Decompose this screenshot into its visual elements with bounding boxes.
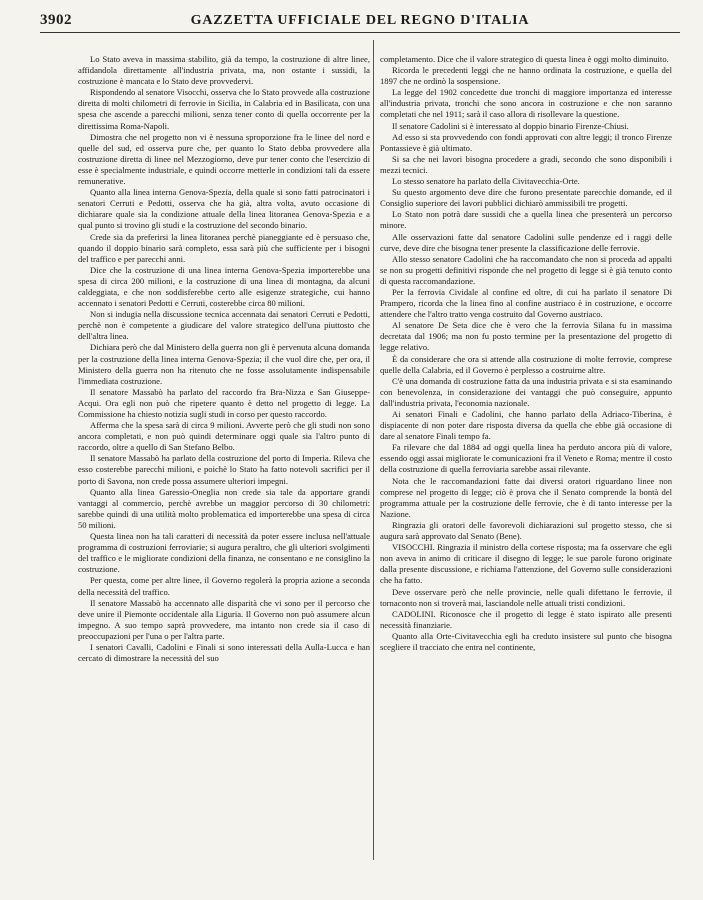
paragraph: Il senatore Massabò ha accennato alle disparità che vi sono per il percorso che deve unire il Piemonte occidentale alla Liguria. Il Governo non può assumere alcun impegno. A suo tempo saprà provvedere, ma intanto non crede sia il caso di preoccupazioni per l'una o per l'altra parte. bbox=[78, 597, 370, 641]
paragraph: Si sa che nei lavori bisogna procedere a gradi, secondo che sono disponibili i mezzi tecnici. bbox=[380, 153, 672, 175]
newspaper-title: GAZZETTA UFFICIALE DEL REGNO D'ITALIA bbox=[190, 13, 530, 28]
paragraph: Su questo argomento deve dire che furono presentate parecchie domande, ed il Consiglio superiore dei lavori pubblici dichiarò ammissibili tre progetti. bbox=[380, 187, 672, 209]
paragraph: Ringrazia gli oratori delle favorevoli dichiarazioni sul progetto stesso, che si augura sarà approvato dal Senato (Bene). bbox=[380, 519, 672, 542]
paragraph: Quanto alla Orte-Civitavecchia egli ha creduto insistere sul punto che bisogna scegliere il tracciato che entra nel continente, bbox=[380, 630, 672, 652]
paragraph: Alle osservazioni fatte dal senatore Cadolini sulle pendenze ed i raggi delle curve, deve dire che bisogna tener presente la classificazione delle ferrovie. bbox=[380, 231, 672, 253]
paragraph: Al senatore De Seta dice che è vero che la ferrovia Silana fu in massima decretata dal 1906; ma non fu posto termine per la presentazione del progetto di legge relativo. bbox=[380, 320, 672, 353]
paragraph: Dichiara però che dal Ministero della guerra non gli è pervenuta alcuna domanda per la costruzione della linea interna Genova-Spezia; il che vuol dire che, per ora, il Ministero della guerra non ha ritenuto che ne fosse assolutamente indispensabile l'immediata costruzione. bbox=[78, 342, 370, 386]
paragraph: Questa linea non ha tali caratteri di necessità da poter essere inclusa nell'attuale programma di costruzioni ferroviarie; si augura peraltro, che gli ulteriori svolgimenti del traffico e le migliorate condizioni della finanza, ne consentano e ne consiglino la costruzione. bbox=[78, 531, 370, 575]
paragraph: Afferma che la spesa sarà di circa 9 milioni. Avverte però che gli studi non sono ancora completati, e non può quindi determinare oggi quale sia l'altro punto di raccordo, oltre a quello di San Stefano Belbo. bbox=[78, 420, 370, 453]
paragraph: Per la ferrovia Cividale al confine ed oltre, di cui ha parlato il senatore Di Prampero, ricorda che la linea fino al confine austriaco è in costruzione, e occorre attendere che l'altro tratto venga costruito dal Governo austriaco. bbox=[380, 286, 672, 320]
page-header bbox=[40, 10, 680, 33]
paragraph: VISOCCHI. Ringrazia il ministro della cortese risposta; ma fa osservare che egli non aveva in animo di criticare il disegno di legge; le sue parole furono originate dalla presente discussione, e richiama l'attenzione, del Governo sulle considerazioni che ha fatto. bbox=[380, 542, 672, 586]
paragraph: I senatori Cavalli, Cadolini e Finali si sono interessati della Aulla-Lucca e han cercato di dimostrare la necessità del suo bbox=[78, 641, 370, 664]
paragraph: Non si indugia nella discussione tecnica accennata dai senatori Cerruti e Pedotti, perchè non è competente a giudicare del valore strategico dell'una piuttosto che dell'altra linea. bbox=[78, 309, 370, 342]
paragraph: Dimostra che nel progetto non vi è nessuna sproporzione fra le linee del nord e quelle del sud, ed osserva pure che, per quanto lo Stato debba provvedere alla costruzione diretta di linee nel Mezzogiorno, deve pur tener conto che l'esercizio di esse è specialmente industriale, e quindi occorre metterle in condizioni tali da essere remunerative. bbox=[78, 131, 370, 187]
paragraph: Il senatore Massabò ha parlato del raccordo fra Bra-Nizza e San Giuseppe-Acqui. Ora egli non può che ripetere quanto è detto nel progetto di legge. La Commissione ha chiesto notizia sugli studi in corso per questo raccordo. bbox=[78, 386, 370, 419]
paragraph: Nota che le raccomandazioni fatte dai diversi oratori riguardano linee non comprese nel progetto di legge; ciò è prova che il Senato comprende la bontà del programma attuale per la costruzione delle ferrovie, che è di tanto interesse per la Nazione. bbox=[380, 475, 672, 519]
paragraph: Quanto alla linea interna Genova-Spezia, della quale si sono fatti patrocinatori i senatori Cerruti e Pedotti, osserva che ha già, altra volta, avuto occasione di dichiarare quale sia la condizione attuale della linea litoranea Genova-Spezia e a qual punto si trovino gli studi e la costruzione del secondo binario. bbox=[78, 187, 370, 231]
paragraph: Deve osservare però che nelle provincie, nelle quali difettano le ferrovie, il tornaconto non si troverà mai, lasciandole nelle attuali tristi condizioni. bbox=[380, 586, 672, 608]
paragraph: Per questa, come per altre linee, il Governo regolerà la propria azione a seconda della necessità del traffico. bbox=[78, 575, 370, 597]
paragraph: completamento. Dice che il valore strategico di questa linea è oggi molto diminuito. bbox=[380, 54, 669, 64]
paragraph: Ai senatori Finali e Cadolini, che hanno parlato della Adriaco-Tiberina, è dispiacente di non poter dare risposta diversa da quella che ebbe già occasione di dare al senatore Finali tempo fa. bbox=[380, 409, 672, 442]
right-column bbox=[380, 54, 672, 890]
paragraph: Il senatore Massabò ha parlato della costruzione del porto di Imperia. Rileva che esso costerebbe parecchi milioni, e poichè lo Stato ha fatto notevoli sacrifici per il porto di Savona, non crede possa assumere ulteriori impegni. bbox=[78, 453, 370, 486]
paragraph: Lo stesso senatore ha parlato della Civitavecchia-Orte. bbox=[392, 176, 580, 187]
paragraph: Dice che la costruzione di una linea interna Genova-Spezia importerebbe una spesa di circa 200 milioni, e la costruzione di una linea di montagna, da alcuni caldeggiata, e che non soddisferebbe certo alle esigenze strategiche, cui hanno accennato i senatori Pedotti e Cerruti, costerebbe circa 80 milioni. bbox=[78, 264, 370, 309]
paragraph: Ad esso si sta provvedendo con fondi approvati con altre leggi; il tronco Firenze Pontassieve è già ultimato. bbox=[380, 131, 672, 153]
paragraph: Quanto alla linea Garessio-Oneglia non crede sia tale da apportare grandi vantaggi al commercio, perchè avrebbe un maggior percorso di 30 chilometri: sarebbe quindi di una utilità molto problematica ed importerebbe una spesa di circa 50 milioni. bbox=[78, 486, 370, 530]
paragraph: La legge del 1902 concedette due tronchi di maggiore importanza ed interesse all'industria privata, tronchi che sono ancora in costruzione e che non saranno completati che nel 1911; sarà il caso allora di risollevare la questione. bbox=[380, 87, 672, 120]
paragraph: C'è una domanda di costruzione fatta da una industria privata e si sta esaminando con benevolenza, in considerazione dei vantaggi che può conseguire, appunto dall'industria privata, l'economia nazionale. bbox=[380, 375, 672, 408]
paragraph: Il senatore Cadolini si è interessato al doppio binario Firenze-Chiusi. bbox=[392, 120, 629, 131]
paragraph: Fa rilevare che dal 1884 ad oggi quella linea ha perduto ancora più di valore, essendo oggi assai migliorate le comunicazioni fra il Veneto e Roma; mentre il costo della costruzione di quella ferroviaria sarebbe assai rilevante. bbox=[380, 442, 672, 475]
paragraph: È da considerare che ora si attende alla costruzione di molte ferrovie, comprese quelle della Calabria, ed il Governo è perplesso a costruirne altre. bbox=[380, 353, 672, 375]
paragraph: CADOLINI. Riconosce che il progetto di legge è stato ispirato alle presenti necessità finanziarie. bbox=[380, 608, 672, 630]
paragraph: Lo Stato aveva in massima stabilito, già da tempo, la costruzione di altre linee, affidandola direttamente all'industria privata, ma, non ostante i sussidi, la costruzione è mancata e lo Stato deve provvedervi. bbox=[78, 54, 370, 87]
paragraph: Allo stesso senatore Cadolini che ha raccomandato che non si proceda ad appalti se non su progetti definitivi risponde che nel progetto di legge si è già tenuto conto di questa raccomandazione. bbox=[380, 253, 672, 286]
page-number: 3902 bbox=[40, 12, 72, 28]
paragraph: Rispondendo al senatore Visocchi, osserva che lo Stato provvede alla costruzione diretta di molti chilometri di ferrovie in Sicilia, in Calabria ed in Basilicata, con una spesa che ascende a parecchi milioni, senza tener conto di quella occorrente per la direttissima Roma-Napoli. bbox=[78, 87, 370, 131]
paragraph: Ricorda le precedenti leggi che ne hanno ordinata la costruzione, e quella del 1897 che ne ordinò la sospensione. bbox=[380, 65, 672, 87]
column-divider bbox=[373, 40, 374, 860]
left-column bbox=[78, 54, 370, 890]
paragraph: Lo Stato non potrà dare sussidi che a quella linea che presenterà un percorso minore. bbox=[380, 209, 672, 231]
paragraph: Crede sia da preferirsi la linea litoranea perchè pianeggiante ed è persuaso che, quando il doppio binario sarà completo, essa sarà più che sufficiente per i bisogni del traffico e per parecchi anni. bbox=[78, 231, 370, 264]
